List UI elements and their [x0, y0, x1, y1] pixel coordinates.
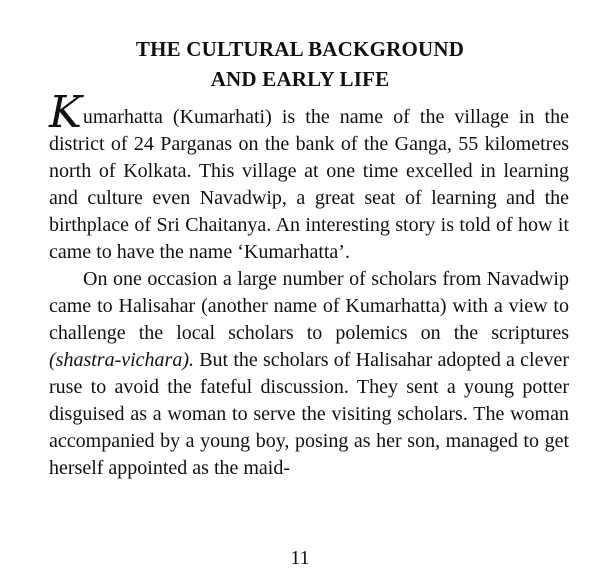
chapter-title — [0, 34, 600, 94]
drop-cap: K — [49, 87, 82, 138]
paragraph-1-text: umarhatta (Kumarhati) is the name of the village in the district of 24 Parganas on the bank of the Ganga, 55 kilometres north of Kolkata. This village at one time excelled in learning and culture even Navadwip, a great seat of learning and the birthplace of Sri Chaitanya. An interesting story is told of how it came to have the name ‘Kumarhatta’. — [49, 106, 569, 263]
chapter-title-line-1: THE CULTURAL BACKGROUND — [135, 37, 465, 61]
paragraph-2-text-start: On one occasion a large number of scholars from Navadwip came to Halisahar (another name of Kumarhatta) with a view to challenge the local scholars to polemics on the scriptures — [49, 268, 569, 344]
paragraph-2-text-end: But the scholars of Halisahar adopted a clever ruse to avoid the fateful discussion. They sent a young potter disguised as a woman to serve the visiting scholars. The woman accompanied by a young boy, posing as her son, managed to get herself appointed as the maid- — [49, 349, 569, 479]
page-number: 11 — [290, 547, 310, 569]
body-text — [49, 87, 569, 482]
paragraph-2 — [49, 266, 569, 482]
chapter-title-line-2: AND EARLY LIFE — [210, 67, 390, 91]
paragraph-1 — [49, 87, 569, 266]
paragraph-2-italic-term: (shastra-vichara). — [49, 349, 194, 371]
